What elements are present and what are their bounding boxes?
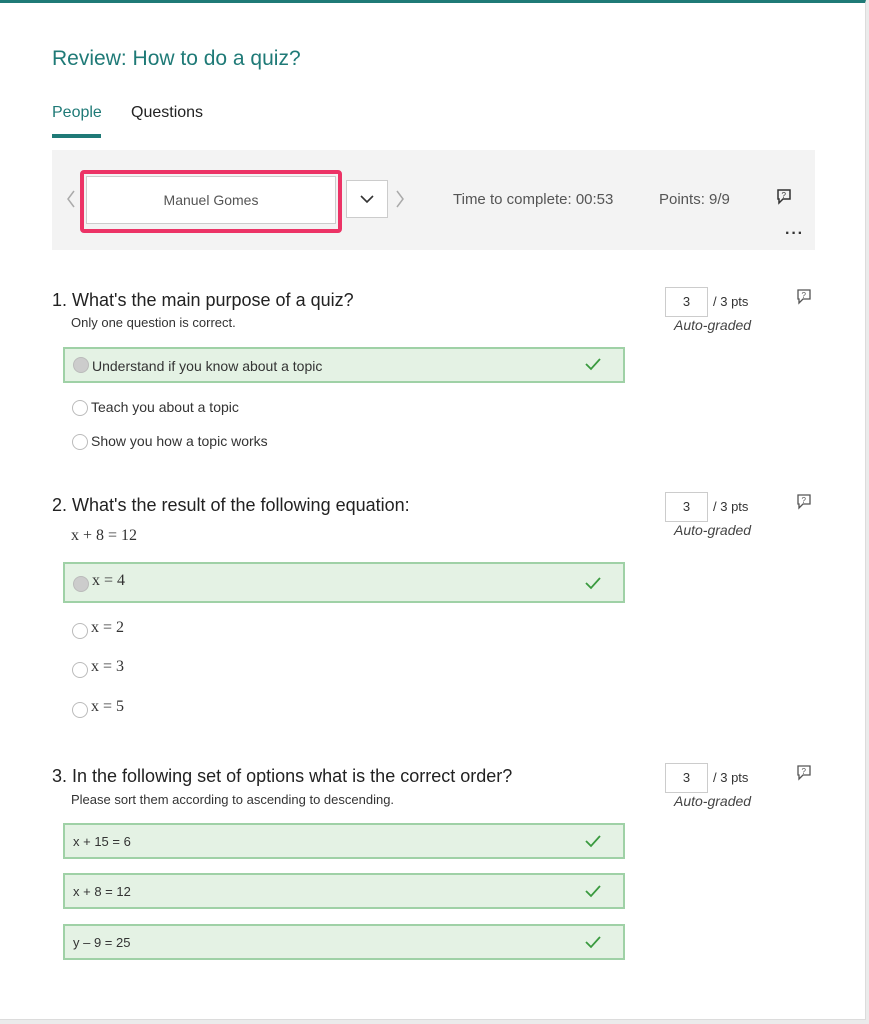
feedback-icon[interactable] — [775, 187, 795, 207]
question-1-title: 1. What's the main purpose of a quiz? — [52, 290, 354, 310]
checkmark-icon — [584, 884, 602, 903]
radio-option[interactable] — [72, 662, 88, 678]
question-2-title: 2. What's the result of the following equation: — [52, 495, 410, 515]
option-label: x = 5 — [91, 698, 125, 715]
radio-selected[interactable] — [73, 576, 89, 592]
order-item-label: x + 8 = 12 — [73, 884, 131, 899]
svg-text:?: ? — [801, 291, 806, 300]
tab-questions[interactable]: Questions — [131, 104, 204, 121]
question-2-grading: Auto-graded — [674, 522, 752, 538]
svg-text:?: ? — [801, 767, 806, 776]
question-3-max-points: / 3 pts — [713, 770, 749, 785]
more-options-icon[interactable]: ··· — [785, 225, 804, 242]
question-3-order-item[interactable] — [63, 873, 625, 909]
question-2-score-input[interactable]: 3 — [665, 492, 708, 522]
radio-option[interactable] — [72, 400, 88, 416]
checkmark-icon — [584, 576, 602, 595]
option-label: x = 2 — [91, 619, 125, 636]
question-3-score-input[interactable]: 3 — [665, 763, 708, 793]
chevron-left-icon[interactable] — [66, 189, 76, 214]
svg-text:?: ? — [801, 496, 806, 505]
highlight-box — [80, 170, 342, 233]
radio-selected[interactable] — [73, 357, 89, 373]
question-1-grading: Auto-graded — [674, 317, 752, 333]
question-1-max-points: / 3 pts — [713, 294, 749, 309]
question-3-order-item[interactable] — [63, 924, 625, 960]
option-label: Teach you about a topic — [91, 399, 239, 415]
chevron-right-icon[interactable] — [395, 189, 405, 214]
question-3-subtitle: Please sort them according to ascending to descending. — [71, 792, 395, 807]
radio-option[interactable] — [72, 702, 88, 718]
checkmark-icon — [584, 834, 602, 853]
question-1-subtitle: Only one question is correct. — [71, 315, 236, 330]
svg-text:?: ? — [781, 191, 786, 200]
active-tab-indicator — [52, 134, 101, 138]
question-3-grading: Auto-graded — [674, 793, 752, 809]
question-1-score-input[interactable]: 3 — [665, 287, 708, 317]
question-1-option-correct[interactable] — [63, 347, 625, 383]
order-item-label: y – 9 = 25 — [73, 935, 131, 950]
tab-people[interactable]: People — [52, 104, 102, 121]
feedback-icon[interactable] — [795, 764, 815, 784]
respondent-dropdown-button[interactable] — [346, 180, 388, 218]
checkmark-icon — [584, 357, 602, 376]
question-2-max-points: / 3 pts — [713, 499, 749, 514]
question-2-option-correct[interactable] — [63, 562, 625, 603]
option-label: Show you how a topic works — [91, 433, 268, 449]
chevron-down-icon — [359, 193, 375, 205]
feedback-icon[interactable] — [795, 493, 815, 513]
option-label: Understand if you know about a topic — [92, 358, 323, 374]
order-item-label: x + 15 = 6 — [73, 834, 131, 849]
radio-option[interactable] — [72, 434, 88, 450]
checkmark-icon — [584, 935, 602, 954]
option-label: x = 4 — [92, 572, 126, 589]
radio-option[interactable] — [72, 623, 88, 639]
feedback-icon[interactable] — [795, 288, 815, 308]
question-2-expression: x + 8 = 12 — [71, 527, 138, 544]
points-total: Points: 9/9 — [659, 191, 730, 208]
question-3-order-item[interactable] — [63, 823, 625, 859]
option-label: x = 3 — [91, 658, 125, 675]
page-title: Review: How to do a quiz? — [52, 47, 301, 70]
question-3-title: 3. In the following set of options what is the correct order? — [52, 766, 513, 786]
time-to-complete: Time to complete: 00:53 — [453, 191, 614, 208]
respondent-select[interactable]: Manuel Gomes — [86, 176, 336, 224]
